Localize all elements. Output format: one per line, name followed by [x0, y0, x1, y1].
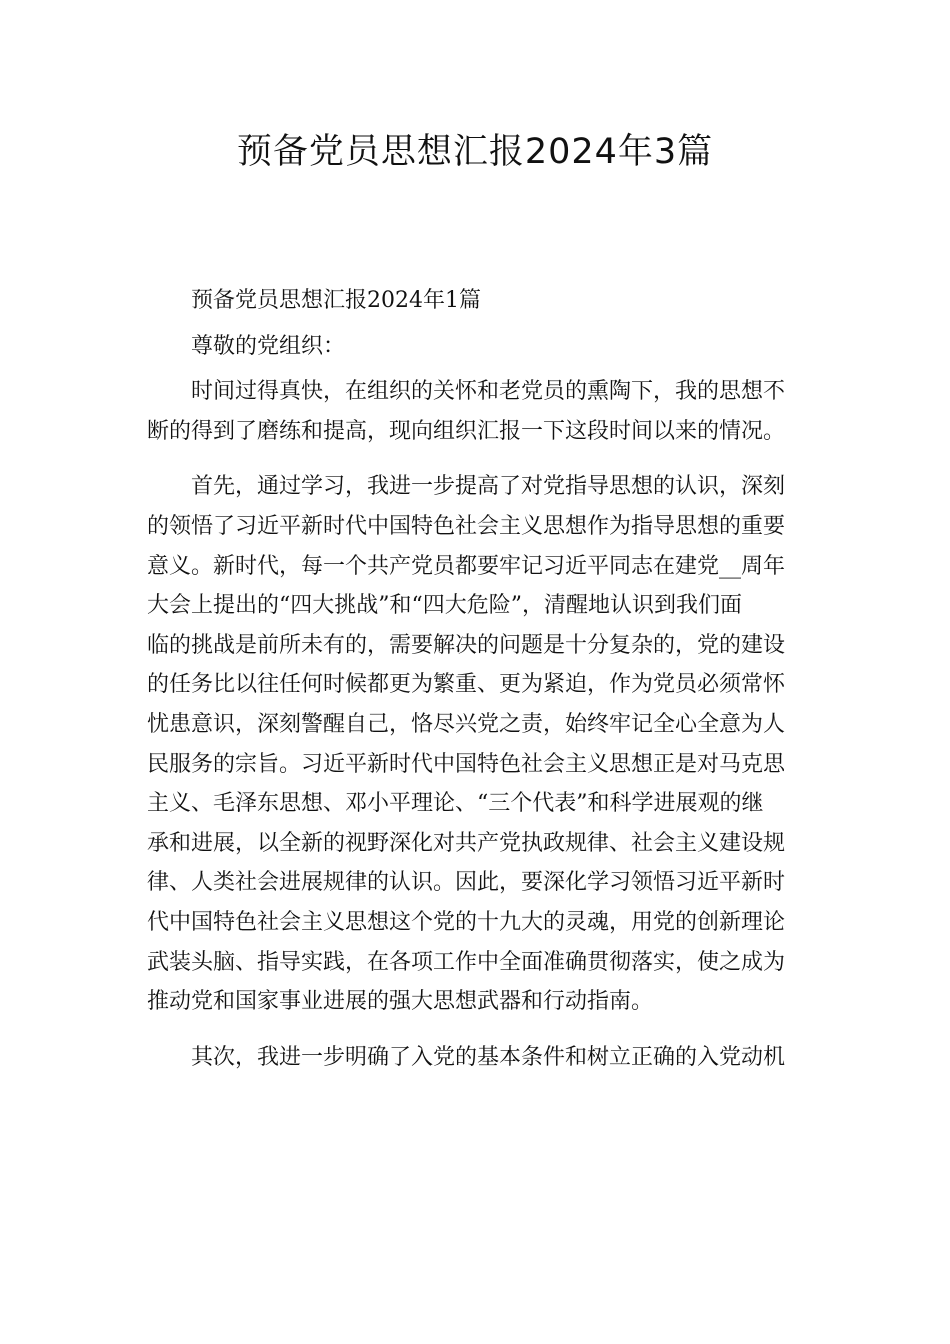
salutation: 尊敬的党组织：: [191, 333, 346, 359]
paragraph-line: 的任务比以往任何时候都更为繁重、更为紧迫，作为党员必须常怀: [147, 672, 786, 698]
paragraph-line: 主义、毛泽东思想、邓小平理论、“三个代表”和科学进展观的继: [147, 791, 764, 817]
paragraph-line: 律、人类社会进展规律的认识。因此，要深化学习领悟习近平新时: [147, 870, 786, 896]
paragraph-line: 断的得到了磨练和提高，现向组织汇报一下这段时间以来的情况。: [147, 418, 786, 444]
document-body: [147, 281, 807, 1077]
paragraph-line: 推动党和国家事业进展的强大思想武器和行动指南。: [147, 989, 654, 1015]
document-title: 预备党员思想汇报2024年3篇: [236, 132, 714, 172]
section-heading: 预备党员思想汇报2024年1篇: [191, 288, 481, 313]
paragraph-line: 首先，通过学习，我进一步提高了对党指导思想的认识，深刻: [191, 474, 786, 500]
paragraph-line: 忧患意识，深刻警醒自己，恪尽兴党之责，始终牢记全心全意为人: [147, 711, 786, 737]
paragraph-line: 大会上提出的“四大挑战”和“四大危险”，清醒地认识到我们面: [147, 593, 742, 619]
paragraph-line: 意义。新时代，每一个共产党员都要牢记习近平同志在建党__周年: [147, 553, 786, 579]
paragraph-line: 民服务的宗旨。习近平新时代中国特色社会主义思想正是对马克思: [147, 751, 786, 777]
paragraph-line: 武装头脑、指导实践，在各项工作中全面准确贯彻落实，使之成为: [147, 949, 786, 975]
paragraph-line: 承和进展，以全新的视野深化对共产党执政规律、社会主义建设规: [147, 830, 786, 856]
paragraph-line: 代中国特色社会主义思想这个党的十九大的灵魂，用党的创新理论: [147, 909, 786, 935]
paragraph-line: 的领悟了习近平新时代中国特色社会主义思想作为指导思想的重要: [147, 513, 786, 539]
paragraph-line: 时间过得真快，在组织的关怀和老党员的熏陶下，我的思想不: [191, 379, 786, 405]
paragraph-line: 临的挑战是前所未有的，需要解决的问题是十分复杂的，党的建设: [147, 632, 786, 658]
paragraph-line: 其次，我进一步明确了入党的基本条件和树立正确的入党动机: [191, 1044, 786, 1070]
